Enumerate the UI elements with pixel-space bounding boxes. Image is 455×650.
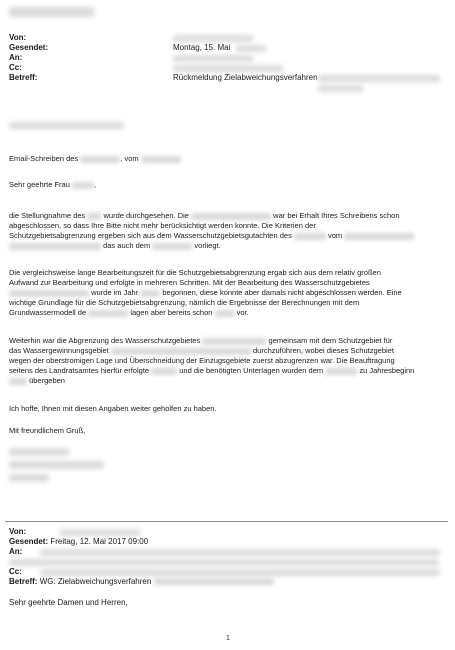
header-von-label: Von: (9, 33, 27, 42)
p3-line3: wegen der oberstromigen Lage und Überschneidung der Einzugsgebiete zuerst abzugrenzen war. Die Beauftragung (9, 356, 395, 365)
redacted-signature-3 (9, 474, 49, 482)
header2-an-label: An: (9, 547, 23, 556)
header2-von-label: Von: (9, 527, 27, 536)
p3-line2: das Wassergewinnungsgebiet durchzuführen, wobei dieses Schutzgebiet (9, 346, 394, 355)
redacted-cc-value (173, 65, 283, 72)
header-an-label: An: (9, 53, 23, 62)
message-separator (5, 521, 448, 522)
p1-line2: abgeschlossen, so dass Ihre Bitte nicht mehr berücksichtigt werden konnte. Die Kriterien der (9, 221, 316, 230)
p2-line4: wichtige Grundlage für die Schutzgebietsabgrenzung, nämlich die Ergebnisse der Berechnungen mit dem (9, 298, 360, 307)
header2-salutation: Sehr geehrte Damen und Herren, (9, 598, 128, 607)
p2-line1: Die vergleichsweise lange Bearbeitungszeit für die Schutzgebietsabgrenzung ergab sich aus dem relativ großen (9, 268, 381, 277)
header-betreff-value: Rückmeldung Zielabweichungsverfahren (173, 73, 318, 82)
redacted-sender-title (9, 7, 94, 17)
redacted-header2-an (40, 549, 440, 556)
redacted-betreff-extra-2 (318, 85, 363, 92)
p2-line2: Aufwand zur Bearbeitung und erfolgte in mehreren Schritten. Mit der Bearbeitung des Wasserschutzgebietes (9, 278, 370, 287)
p1-line1: die Stellungnahme des wurde durchgesehen. Die war bei Erhalt Ihres Schreibens schon (9, 211, 400, 220)
p3-line4: seitens des Landratsamtes hierfür erfolgte und die benötigten Unterlagen wurden dem zu Jahresbeginn (9, 366, 415, 375)
redacted-betreff-extra (318, 75, 440, 82)
redacted-header2-an-2 (9, 559, 439, 566)
p2-line5: Grundwassermodell de lagen aber bereits schon vor. (9, 308, 249, 317)
page-number: 1 (226, 635, 230, 642)
closing-line: Ich hoffe, Ihnen mit diesen Angaben weiter geholfen zu haben. (9, 404, 217, 413)
header2-gesendet: Gesendet: Freitag, 12. Mai 2017 09:00 (9, 537, 149, 546)
redacted-header2-cc (40, 569, 440, 576)
redacted-an-value (173, 55, 253, 62)
header-cc-label: Cc: (9, 63, 22, 72)
redacted-signature-1 (9, 448, 69, 456)
header-gesendet-label: Gesendet: (9, 43, 49, 52)
p3-line5: übergeben (9, 376, 65, 386)
header2-cc-label: Cc: (9, 567, 22, 576)
header2-betreff: Betreff: WG: Zielabweichungsverfahren (9, 577, 274, 587)
p1-line4: das auch dem vorliegt. (9, 241, 221, 251)
redacted-von-value (173, 35, 253, 42)
header-gesendet-value: Montag, 15. Mai (173, 43, 231, 52)
email-reference: Email-Schreiben des , vom (9, 154, 181, 164)
redacted-header2-von (60, 529, 140, 536)
p2-line3: wurde im Jahr begonnen, diese konnte aber damals nicht abgeschlossen werden. Eine (9, 288, 402, 298)
header-betreff-label: Betreff: (9, 73, 38, 82)
redacted-reference (9, 122, 124, 129)
salutation: Sehr geehrte Frau , (9, 180, 97, 189)
p3-line1: Weiterhin war die Abgrenzung des Wasserschutzgebietes gemeinsam mit dem Schutzgebiet für (9, 336, 393, 345)
closing-greeting: Mit freundlichem Gruß, (9, 426, 86, 435)
redacted-date-year (236, 45, 266, 52)
p1-line3: Schutzgebietsabgrenzung ergeben sich aus dem Wasserschutzgebietsgutachten des vom (9, 231, 414, 241)
redacted-signature-2 (9, 461, 104, 469)
